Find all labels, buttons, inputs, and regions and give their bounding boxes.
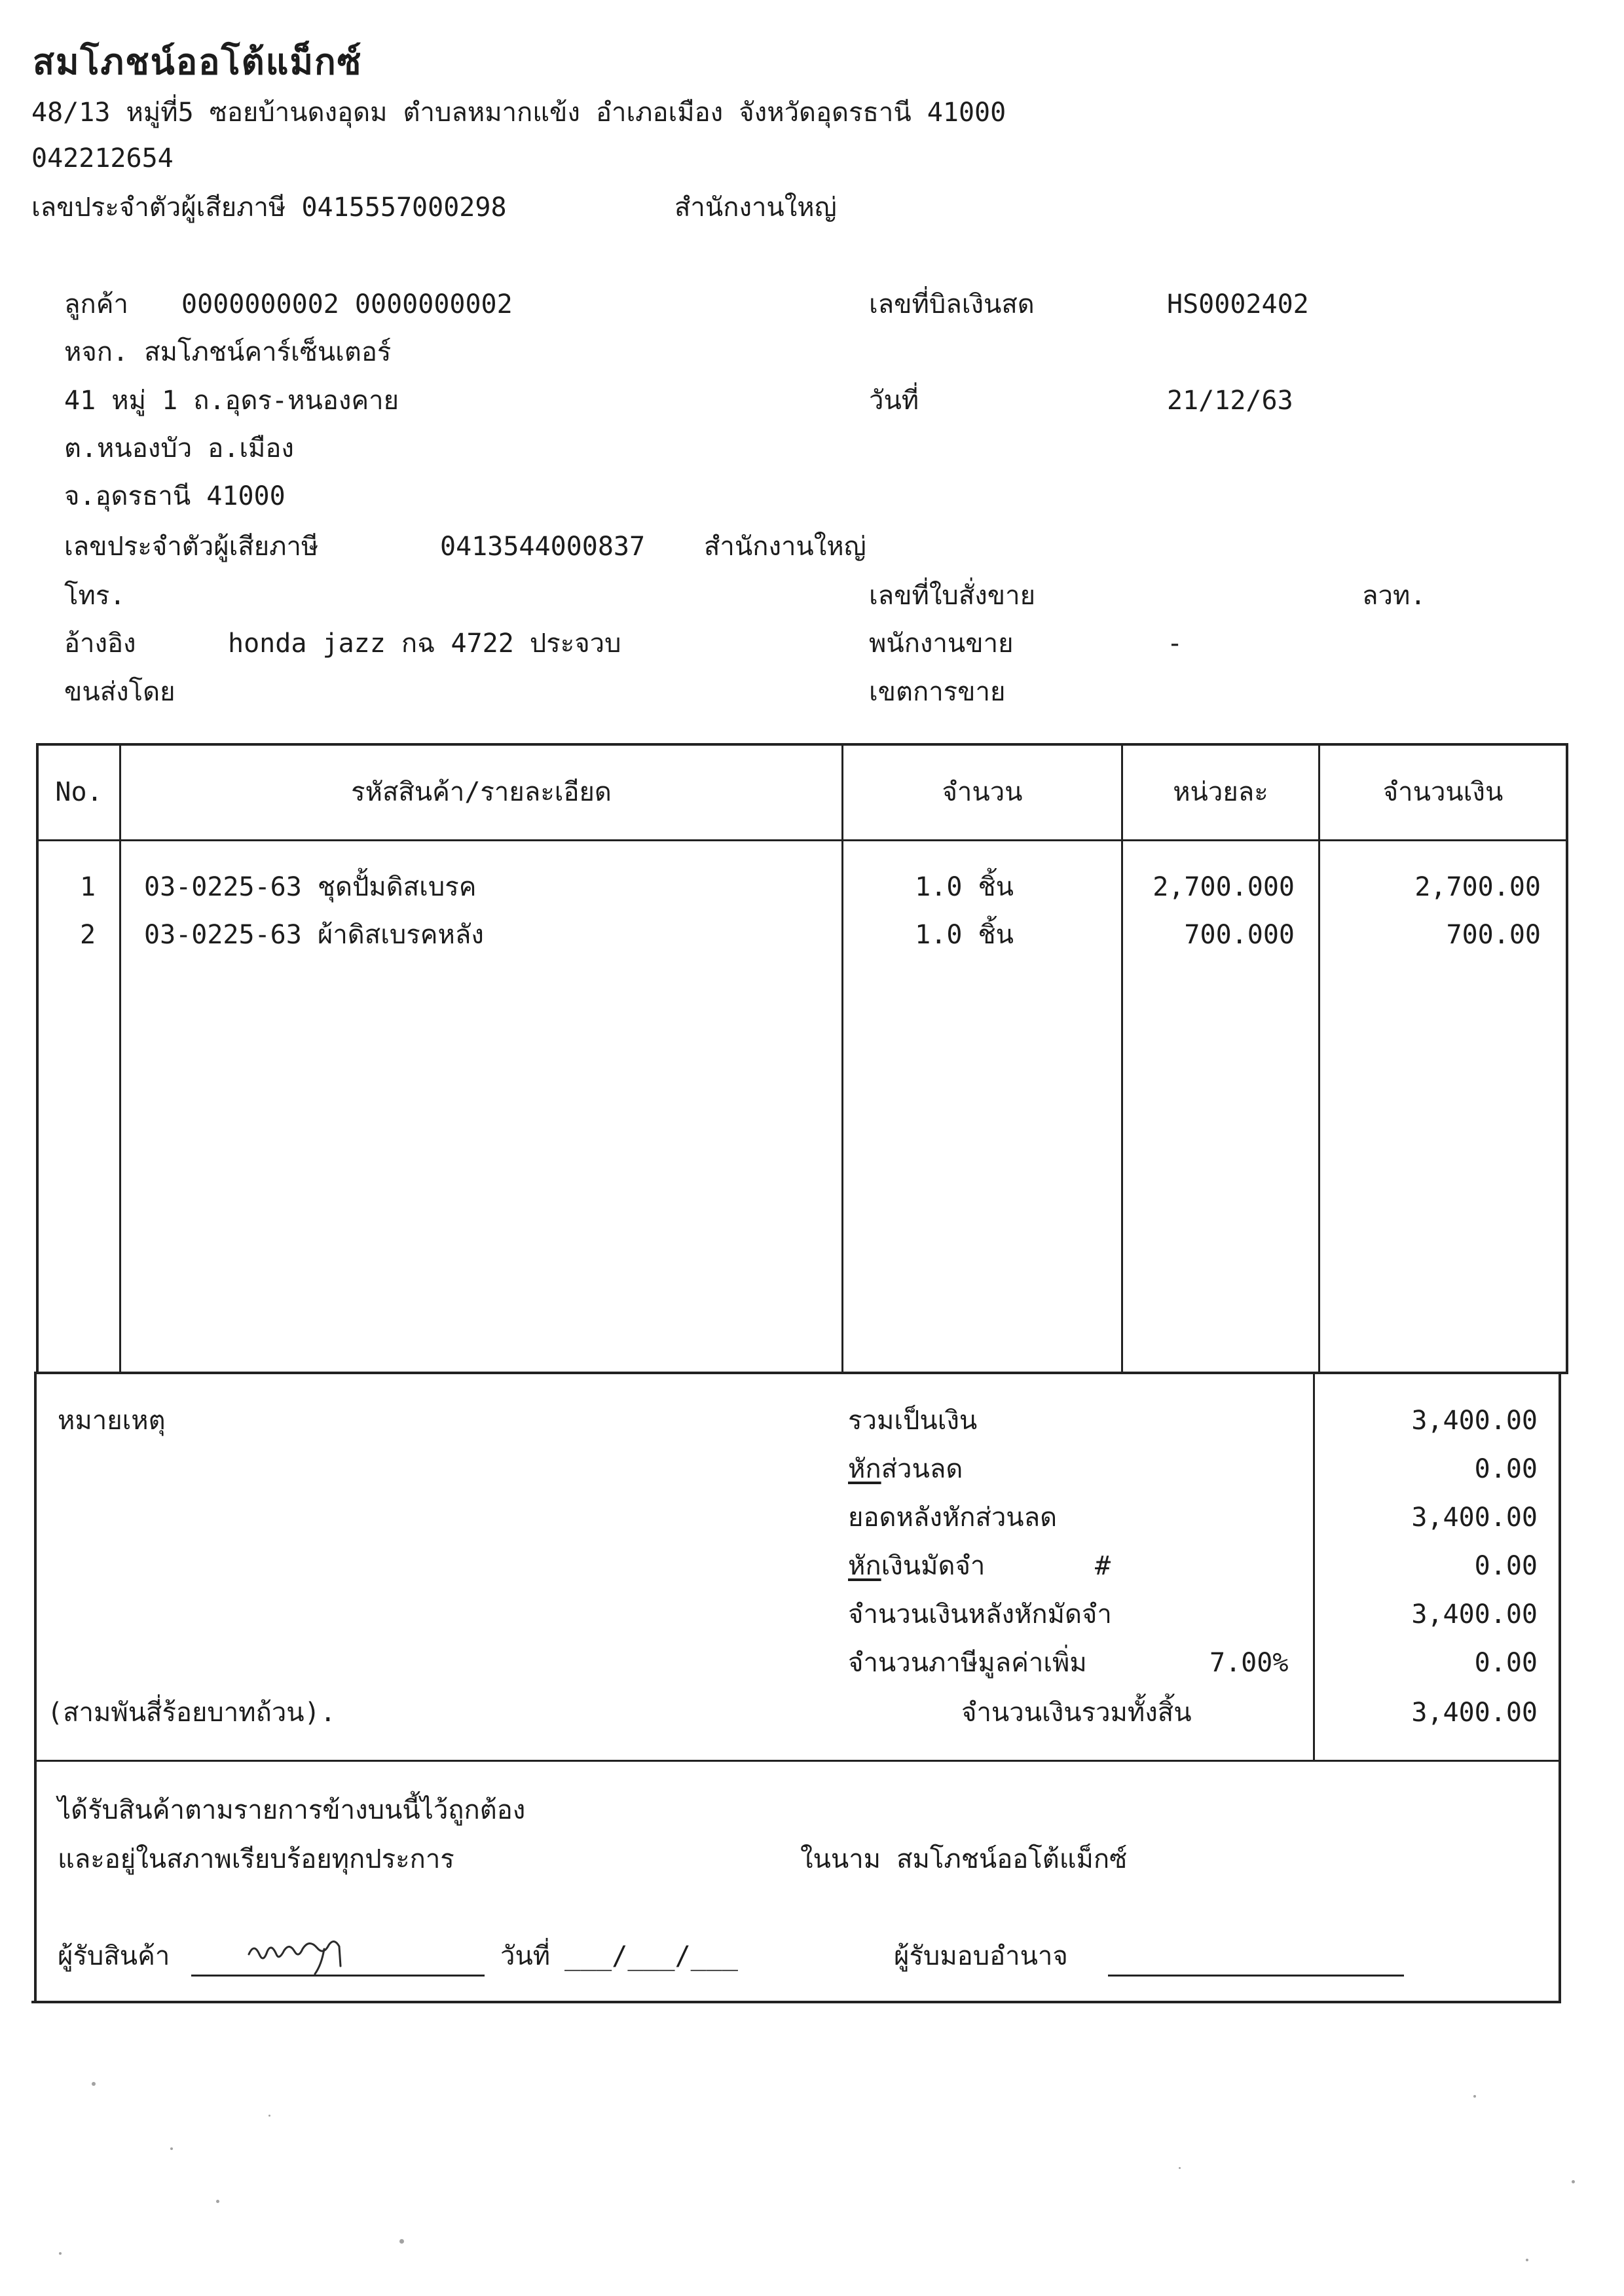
- discount-label-suffix: ส่วนลด: [881, 1454, 963, 1484]
- company-tax-id: เลขประจำตัวผู้เสียภาษี 0415557000298: [31, 192, 507, 223]
- row-number: 1: [79, 872, 96, 902]
- subtotal-label: รวมเป็นเงิน: [848, 1406, 978, 1436]
- grand-total-value: 3,400.00: [1411, 1698, 1538, 1728]
- sales-order-value: ลวท.: [1362, 581, 1426, 611]
- after-discount-label: ยอดหลังหักส่วนลด: [848, 1503, 1058, 1533]
- grand-total-label: จำนวนเงินรวมทั้งสิ้น: [961, 1698, 1192, 1728]
- deposit-label: [848, 1553, 985, 1579]
- column-header-quantity: จำนวน: [942, 777, 1023, 807]
- vat-label: จำนวนภาษีมูลค่าเพิ่ม: [848, 1648, 1087, 1678]
- sales-order-label: เลขที่ใบสั่งขาย: [869, 581, 1036, 611]
- reference-value: honda jazz กฉ 4722 ประจวบ: [228, 629, 621, 659]
- row-description: 03-0225-63 ผ้าดิสเบรคหลัง: [144, 920, 484, 950]
- subtotal-value: 3,400.00: [1411, 1406, 1538, 1436]
- row-amount: 700.00: [1446, 920, 1541, 950]
- receiver-label: ผู้รับสินค้า: [58, 1941, 170, 1971]
- customer-branch: สำนักงานใหญ่: [704, 532, 866, 562]
- customer-address-line1: 41 หมู่ 1 ถ.อุดร-หนองคาย: [64, 386, 399, 416]
- row-amount: 2,700.00: [1414, 872, 1541, 902]
- customer-code: 0000000002 0000000002: [181, 289, 513, 319]
- receipt-confirmation-line1: ได้รับสินค้าตามรายการข้างบนนี้ไว้ถูกต้อง: [58, 1795, 526, 1825]
- shipping-label: ขนส่งโดย: [64, 677, 175, 707]
- column-header-unit-price: หน่วยละ: [1173, 777, 1268, 807]
- on-behalf-of: ในนาม สมโภชน์ออโต้แม็กซ์: [800, 1844, 1128, 1874]
- row-unit-price: 700.000: [1184, 920, 1295, 950]
- salesperson-value: -: [1167, 629, 1183, 659]
- customer-tax-id: 0413544000837: [440, 532, 646, 562]
- company-branch: สำนักงานใหญ่: [674, 192, 837, 223]
- receipt-confirmation-line2: และอยู่ในสภาพเรียบร้อยทุกประการ: [58, 1844, 454, 1874]
- company-name: สมโภชน์ออโต้แม็กซ์: [33, 41, 363, 82]
- column-header-no: No.: [55, 777, 103, 807]
- remark-label: หมายเหตุ: [58, 1406, 166, 1436]
- sales-zone-label: เขตการขาย: [869, 677, 1006, 707]
- customer-address-line3: จ.อุดรธานี 41000: [64, 481, 286, 511]
- amount-in-words: (สามพันสี่ร้อยบาทถ้วน).: [47, 1698, 336, 1728]
- column-header-description: รหัสสินค้า/รายละเอียด: [351, 777, 612, 807]
- receive-date-label: วันที่: [500, 1941, 551, 1971]
- row-description: 03-0225-63 ชุดปั้มดิสเบรค: [144, 872, 477, 902]
- discount-label: [848, 1456, 963, 1482]
- after-deposit-value: 3,400.00: [1411, 1599, 1538, 1630]
- salesperson-label: พนักงานขาย: [869, 629, 1014, 659]
- row-number: 2: [79, 920, 96, 950]
- row-quantity: 1.0 ชิ้น: [915, 872, 1014, 902]
- deposit-label-suffix: เงินมัดจำ: [881, 1551, 986, 1581]
- company-phone: 042212654: [31, 143, 174, 173]
- bill-number: HS0002402: [1167, 289, 1309, 319]
- invoice-date: 21/12/63: [1167, 386, 1293, 416]
- authorized-signature-line: [1108, 1975, 1404, 1977]
- row-unit-price: 2,700.000: [1153, 872, 1295, 902]
- discount-label-prefix: หัก: [848, 1454, 881, 1484]
- customer-label: ลูกค้า: [64, 289, 128, 319]
- after-deposit-label: จำนวนเงินหลังหักมัดจำ: [848, 1599, 1112, 1630]
- customer-name: หจก. สมโภชน์คาร์เซ็นเตอร์: [64, 337, 392, 367]
- handwritten-signature: [246, 1928, 383, 1980]
- customer-address-line2: ต.หนองบัว อ.เมือง: [64, 433, 294, 464]
- customer-tax-label: เลขประจำตัวผู้เสียภาษี: [64, 532, 319, 562]
- deposit-label-prefix: หัก: [848, 1551, 881, 1581]
- vat-value: 0.00: [1474, 1648, 1538, 1678]
- discount-value: 0.00: [1474, 1454, 1538, 1484]
- after-discount-value: 3,400.00: [1411, 1503, 1538, 1533]
- reference-label: อ้างอิง: [64, 629, 136, 659]
- row-quantity: 1.0 ชิ้น: [915, 920, 1014, 950]
- invoice-date-label: วันที่: [869, 386, 919, 416]
- vat-rate: 7.00%: [1209, 1648, 1289, 1678]
- bill-number-label: เลขที่บิลเงินสด: [869, 289, 1035, 319]
- receive-date-blank: ___/___/___: [564, 1941, 738, 1971]
- deposit-value: 0.00: [1474, 1551, 1538, 1581]
- deposit-hash: #: [1095, 1551, 1111, 1581]
- column-header-amount: จำนวนเงิน: [1382, 777, 1504, 807]
- authorized-person-label: ผู้รับมอบอำนาจ: [894, 1941, 1068, 1971]
- customer-phone-label: โทร.: [64, 581, 126, 611]
- company-address: 48/13 หมู่ที่5 ซอยบ้านดงอุดม ตำบลหมากแข้ง อำเภอเมือง จังหวัดอุดรธานี 41000: [31, 98, 1006, 128]
